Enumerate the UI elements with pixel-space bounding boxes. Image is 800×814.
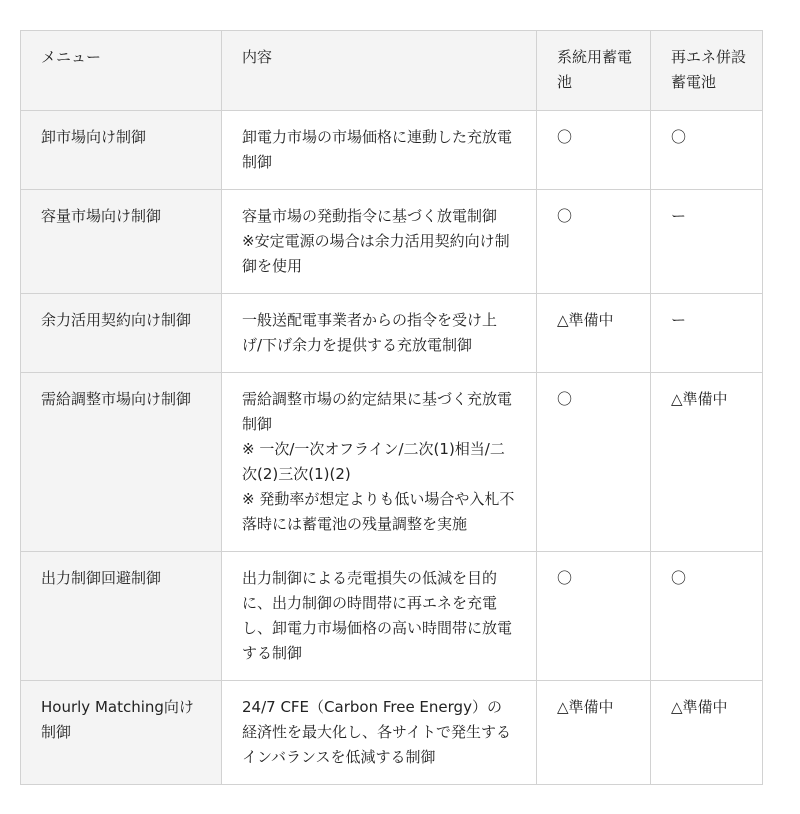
row-renewable-battery-mark: ー <box>651 294 763 373</box>
row-menu: 容量市場向け制御 <box>21 190 222 294</box>
header-grid-battery: 系統用蓄電池 <box>537 31 651 111</box>
row-content-note: ※ 一次/一次オフライン/二次(1)相当/二次(2)三次(1)(2) <box>242 440 505 483</box>
row-content <box>222 373 537 552</box>
row-menu: 余力活用契約向け制御 <box>21 294 222 373</box>
row-content-line: 24/7 CFE（Carbon Free Energy）の経済性を最大化し、各サイトで発生するインバランスを低減する制御 <box>242 698 511 766</box>
menu-table <box>20 30 763 785</box>
table-row <box>21 681 763 785</box>
row-content <box>222 552 537 681</box>
row-renewable-battery-mark: 〇 <box>651 111 763 190</box>
header-renewable-battery: 再エネ併設蓄電池 <box>651 31 763 111</box>
row-renewable-battery-mark: △準備中 <box>651 373 763 552</box>
table-row <box>21 111 763 190</box>
row-grid-battery-mark: 〇 <box>537 111 651 190</box>
row-content-note: ※安定電源の場合は余力活用契約向け制御を使用 <box>242 232 510 275</box>
row-renewable-battery-mark: 〇 <box>651 552 763 681</box>
row-grid-battery-mark: 〇 <box>537 373 651 552</box>
row-content-line: 一般送配電事業者からの指令を受け上げ/下げ余力を提供する充放電制御 <box>242 311 498 354</box>
row-content <box>222 294 537 373</box>
table-row <box>21 373 763 552</box>
row-menu: Hourly Matching向け制御 <box>21 681 222 785</box>
table-row <box>21 294 763 373</box>
row-content-line: 容量市場の発動指令に基づく放電制御 <box>242 207 498 225</box>
row-content-line: 需給調整市場の約定結果に基づく充放電制御 <box>242 390 513 433</box>
row-menu: 出力制御回避制御 <box>21 552 222 681</box>
menu-table-container <box>20 30 762 785</box>
row-content <box>222 190 537 294</box>
row-renewable-battery-mark: △準備中 <box>651 681 763 785</box>
row-renewable-battery-mark: ー <box>651 190 763 294</box>
table-row <box>21 190 763 294</box>
row-menu: 需給調整市場向け制御 <box>21 373 222 552</box>
row-grid-battery-mark: 〇 <box>537 190 651 294</box>
row-grid-battery-mark: 〇 <box>537 552 651 681</box>
row-content <box>222 681 537 785</box>
table-row <box>21 552 763 681</box>
row-content-note: ※ 発動率が想定よりも低い場合や入札不落時には蓄電池の残量調整を実施 <box>242 490 515 533</box>
row-content-line: 卸電力市場の市場価格に連動した充放電制御 <box>242 128 513 171</box>
row-menu: 卸市場向け制御 <box>21 111 222 190</box>
row-content <box>222 111 537 190</box>
row-grid-battery-mark: △準備中 <box>537 681 651 785</box>
row-grid-battery-mark: △準備中 <box>537 294 651 373</box>
table-header-row <box>21 31 763 111</box>
row-content-line: 出力制御による売電損失の低減を目的に、出力制御の時間帯に再エネを充電し、卸電力市場価格の高い時間帯に放電する制御 <box>242 569 513 662</box>
header-menu: メニュー <box>21 31 222 111</box>
header-content: 内容 <box>222 31 537 111</box>
